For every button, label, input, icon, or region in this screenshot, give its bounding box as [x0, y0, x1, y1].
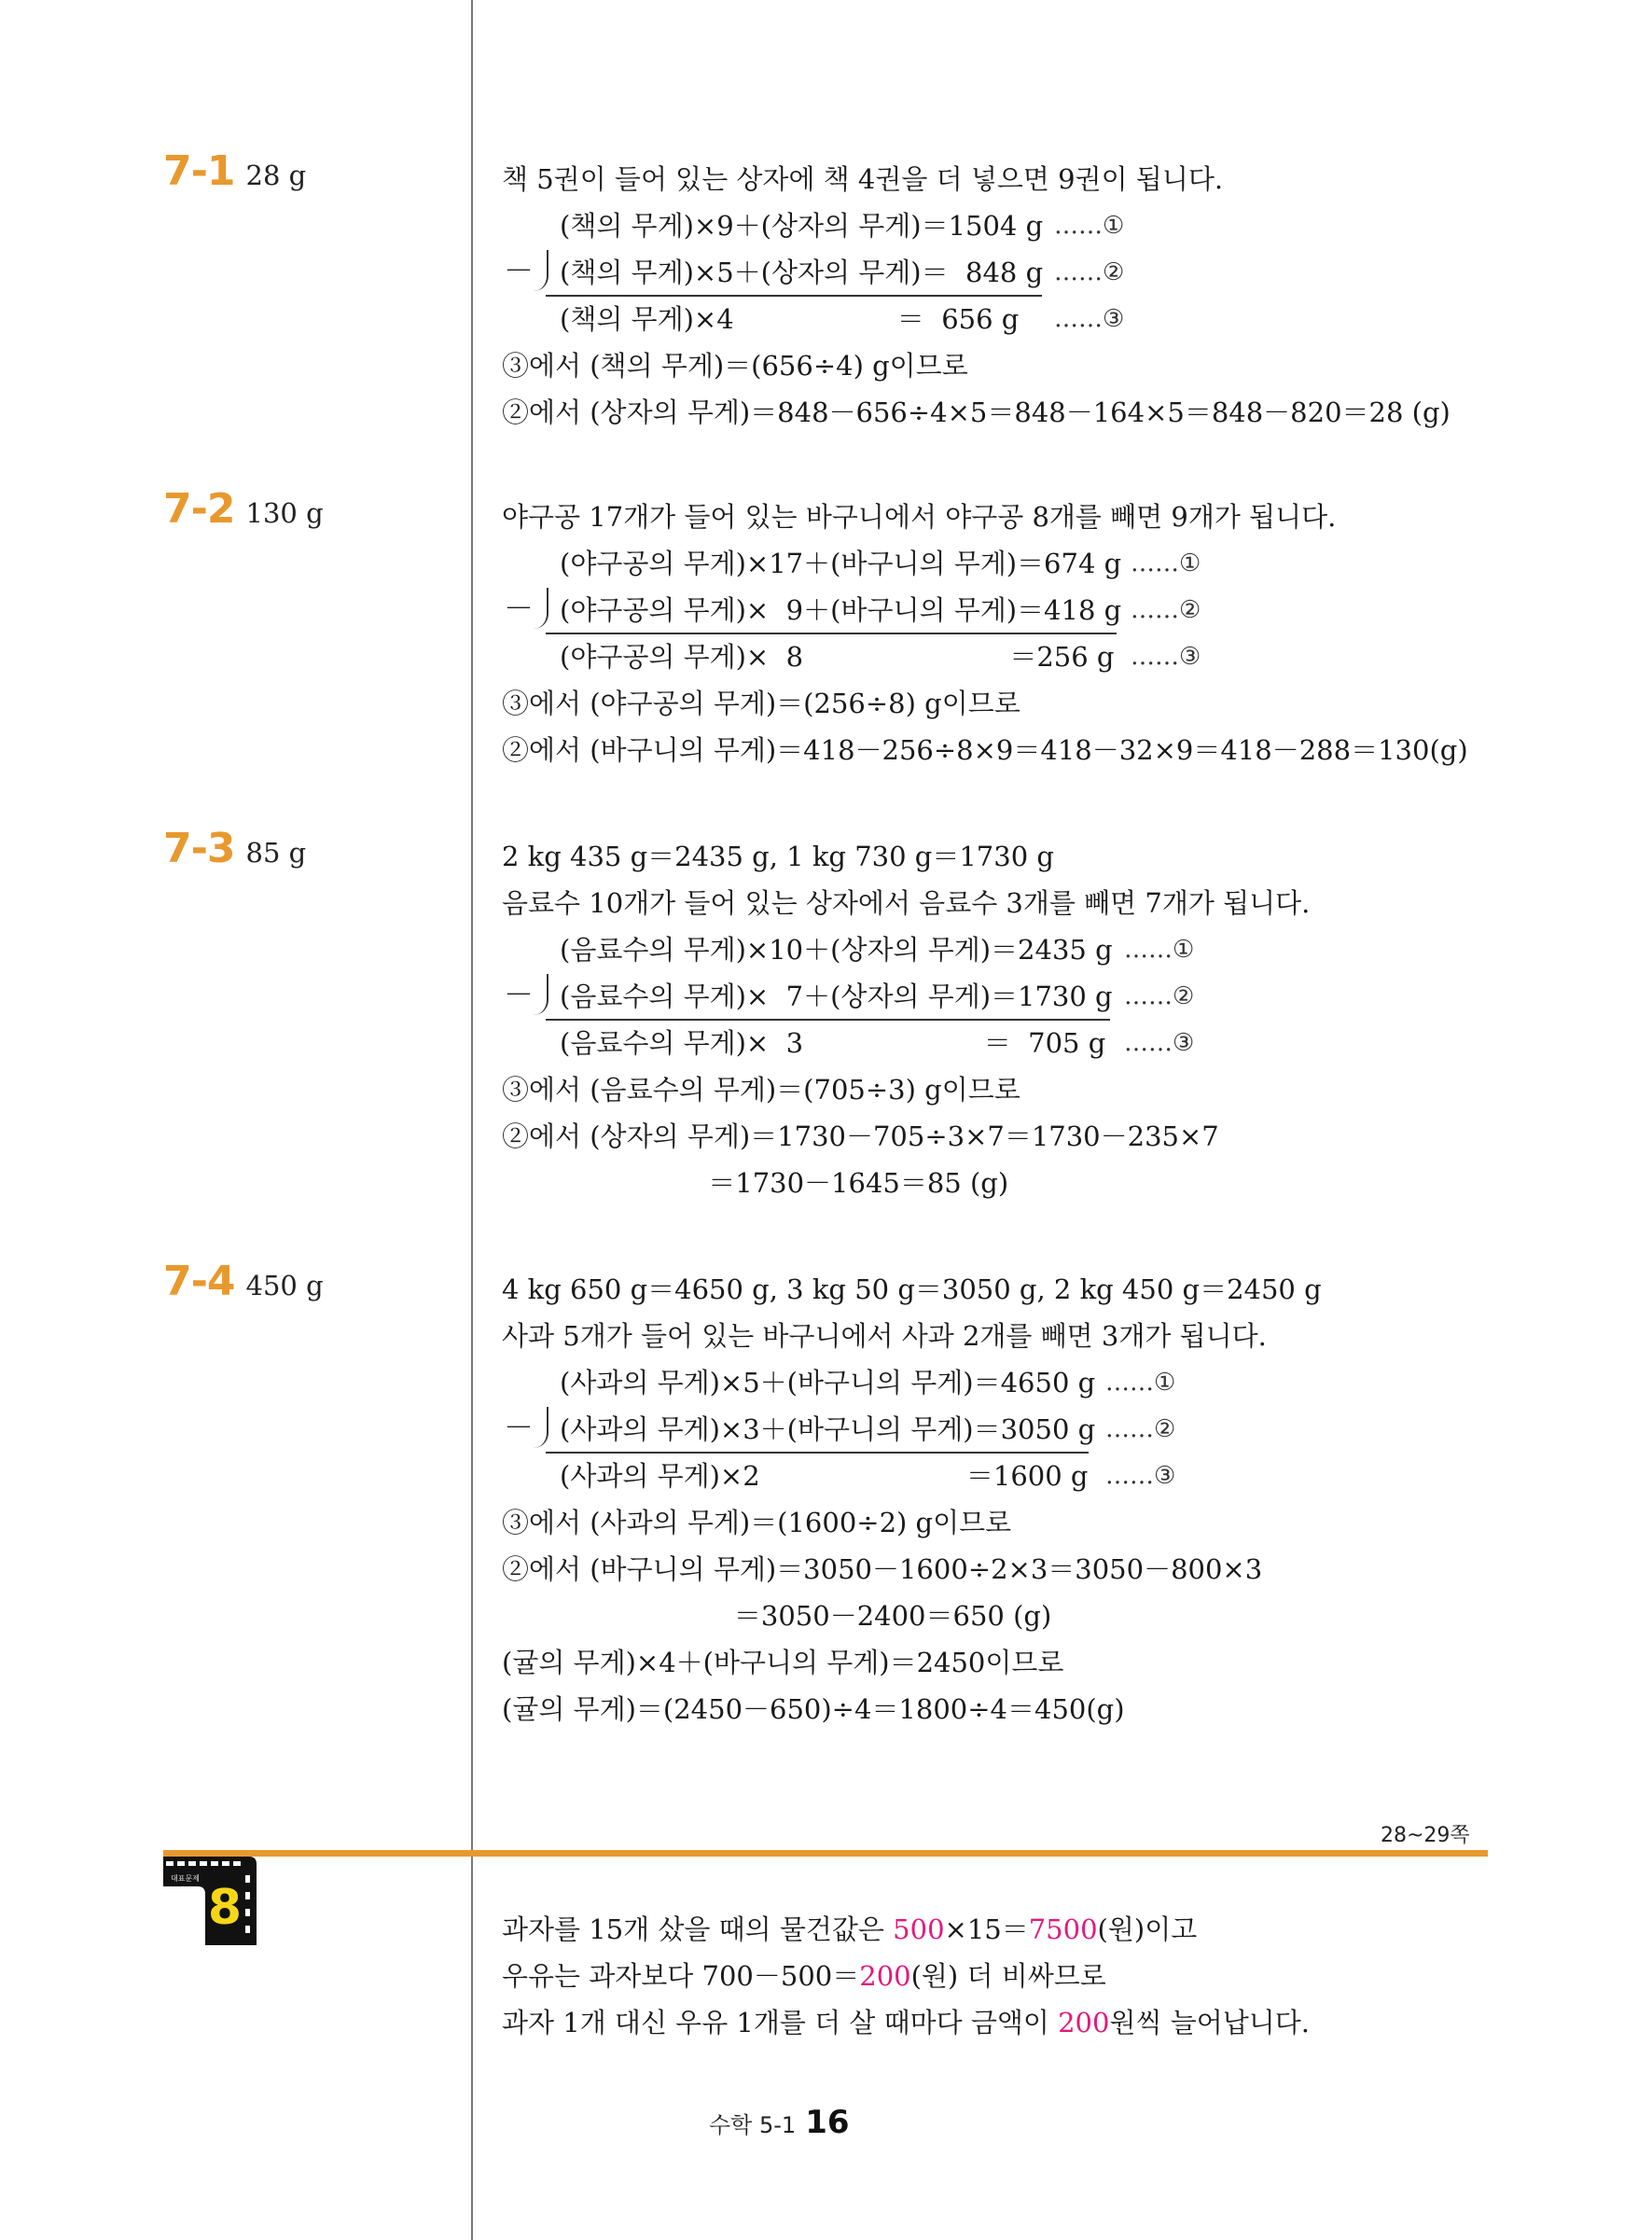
intro-line: 사과 5개가 들어 있는 바구니에서 사과 2개를 빼면 3개가 됩니다. — [502, 1320, 1267, 1352]
representative-problem-badge — [163, 1857, 257, 1945]
solution-line: ③에서 (야구공의 무게)＝(256÷8) g이므로 — [502, 688, 1020, 719]
section8-line-3 — [502, 2004, 1310, 2041]
problem-answer: 28 g — [245, 160, 307, 191]
equation-mark: ……① — [1131, 550, 1201, 577]
equation-mark: ……③ — [1124, 1029, 1195, 1057]
section8-line-2 — [502, 1957, 1106, 1995]
problem-number: 7-2 — [163, 485, 235, 533]
text: 과자를 15개 샀을 때의 물건값은 — [502, 1913, 894, 1945]
solution-line: (귤의 무게)×4＋(바구니의 무게)＝2450이므로 — [502, 1647, 1064, 1678]
equation-line: (사과의 무게)×2 ＝1600 g — [560, 1460, 1089, 1492]
solution-line: ＝3050－2400＝650 (g) — [502, 1600, 1052, 1632]
page-number: 16 — [805, 2104, 850, 2141]
text: 원씩 늘어납니다. — [1109, 2007, 1311, 2038]
problem-number: 7-4 — [163, 1258, 235, 1305]
text: (원) 더 비싸므로 — [910, 1960, 1106, 1992]
subtraction-rule — [546, 633, 1117, 634]
equation-mark: ……③ — [1105, 1462, 1176, 1490]
equation-line: (야구공의 무게)× 9＋(바구니의 무게)＝418 g — [560, 594, 1122, 626]
subtraction-bracket — [534, 974, 548, 1015]
solution-line: ②에서 (바구니의 무게)＝3050－1600÷2×3＝3050－800×3 — [502, 1553, 1263, 1585]
section-divider — [163, 1850, 1488, 1857]
equation-line: (야구공의 무게)×17＋(바구니의 무게)＝674 g — [560, 548, 1122, 579]
equation-mark: ……① — [1054, 212, 1125, 240]
equation-mark: ……③ — [1131, 643, 1201, 671]
intro-line: 야구공 17개가 들어 있는 바구니에서 야구공 8개를 빼면 9개가 됩니다. — [502, 501, 1337, 533]
equation-line: (음료수의 무게)×10＋(상자의 무게)＝2435 g — [560, 934, 1113, 966]
minus-sign: － — [504, 253, 534, 288]
text: ×15＝ — [944, 1913, 1029, 1945]
highlight: 7500 — [1028, 1913, 1098, 1945]
solution-line: ③에서 (책의 무게)＝(656÷4) g이므로 — [502, 350, 968, 382]
problem-number: 7-3 — [163, 825, 235, 872]
problem-7-3-label — [163, 825, 306, 872]
problem-answer: 450 g — [245, 1270, 324, 1301]
badge-number: 8 — [207, 1880, 243, 1936]
subtraction-rule — [546, 1452, 1089, 1454]
equation-line: (사과의 무게)×3＋(바구니의 무게)＝3050 g — [560, 1413, 1096, 1445]
equation-mark: ……① — [1105, 1369, 1176, 1397]
highlight: 200 — [859, 1960, 911, 1992]
equation-line: (책의 무게)×5＋(상자의 무게)＝ 848 g — [560, 257, 1044, 288]
page-footer — [709, 2104, 850, 2141]
subtraction-bracket — [534, 1407, 548, 1448]
subtraction-bracket — [534, 250, 548, 291]
center-divider — [471, 0, 473, 2240]
text: 과자 1개 대신 우유 1개를 더 살 때마다 금액이 — [502, 2007, 1059, 2038]
minus-sign: － — [504, 1410, 534, 1445]
equation-mark: ……② — [1131, 596, 1201, 624]
minus-sign: － — [504, 977, 534, 1012]
problem-answer: 85 g — [245, 837, 307, 869]
solution-line: ③에서 (음료수의 무게)＝(705÷3) g이므로 — [502, 1074, 1020, 1106]
equation-mark: ……② — [1105, 1415, 1176, 1443]
subtraction-rule — [546, 295, 1042, 297]
intro-line: 음료수 10개가 들어 있는 상자에서 음료수 3개를 빼면 7개가 됩니다. — [502, 887, 1311, 919]
subtraction-rule — [546, 1019, 1110, 1021]
equation-mark: ……① — [1124, 936, 1195, 964]
highlight: 200 — [1058, 2007, 1110, 2038]
subtraction-bracket — [534, 588, 548, 629]
intro-line: 2 kg 435 g＝2435 g, 1 kg 730 g＝1730 g — [502, 841, 1054, 872]
equation-mark: ……② — [1054, 258, 1125, 286]
equation-line: (야구공의 무게)× 8 ＝256 g — [560, 641, 1115, 673]
minus-sign: － — [504, 591, 534, 626]
solution-line: ②에서 (상자의 무게)＝1730－705÷3×7＝1730－235×7 — [502, 1120, 1219, 1152]
solution-line: ②에서 (바구니의 무게)＝418－256÷8×9＝418－32×9＝418－288＝130(g) — [502, 734, 1468, 766]
book-title: 수학 5-1 — [709, 2112, 797, 2138]
text: 우유는 과자보다 700－500＝ — [502, 1960, 860, 1992]
badge-label: 대표문제 — [171, 1874, 200, 1883]
problem-7-4-label — [163, 1258, 324, 1305]
solution-line: ＝1730－1645＝85 (g) — [502, 1167, 1009, 1199]
intro-line: 4 kg 650 g＝4650 g, 3 kg 50 g＝3050 g, 2 kg 450 g＝2450 g — [502, 1273, 1322, 1305]
text: (원)이고 — [1097, 1913, 1198, 1945]
intro-line: 책 5권이 들어 있는 상자에 책 4권을 더 넣으면 9권이 됩니다. — [502, 163, 1224, 195]
problem-answer: 130 g — [245, 497, 324, 529]
highlight: 500 — [893, 1913, 945, 1945]
solution-line: ②에서 (상자의 무게)＝848－656÷4×5＝848－164×5＝848－820＝28 (g) — [502, 397, 1451, 428]
problem-number: 7-1 — [163, 147, 235, 195]
page-reference: 28~29쪽 — [1381, 1824, 1470, 1847]
equation-line: (책의 무게)×4 ＝ 656 g — [560, 303, 1020, 335]
equation-line: (음료수의 무게)× 3 ＝ 705 g — [560, 1027, 1106, 1059]
equation-mark: ……② — [1124, 982, 1195, 1010]
equation-line: (사과의 무게)×5＋(바구니의 무게)＝4650 g — [560, 1367, 1096, 1398]
problem-7-2-label — [163, 485, 324, 533]
section8-line-1 — [502, 1911, 1197, 1948]
equation-line: (책의 무게)×9＋(상자의 무게)＝1504 g — [560, 210, 1044, 242]
solution-line: ③에서 (사과의 무게)＝(1600÷2) g이므로 — [502, 1507, 1012, 1538]
solution-line: (귤의 무게)＝(2450－650)÷4＝1800÷4＝450(g) — [502, 1693, 1125, 1725]
equation-mark: ……③ — [1054, 305, 1125, 333]
equation-line: (음료수의 무게)× 7＋(상자의 무게)＝1730 g — [560, 981, 1113, 1012]
problem-7-1-label — [163, 147, 306, 195]
